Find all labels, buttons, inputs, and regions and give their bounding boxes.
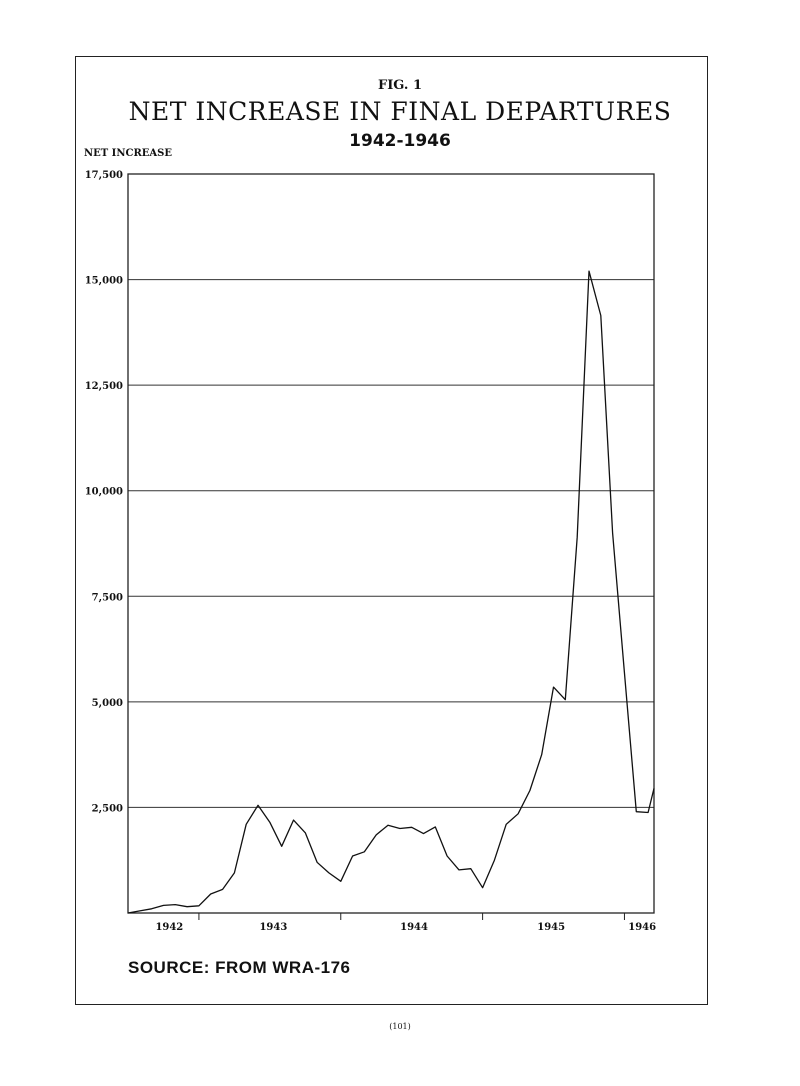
y-axis-label: NET INCREASE (84, 148, 172, 159)
chart-subtitle: 1942-1946 (349, 131, 451, 151)
x-tick-labels (155, 913, 656, 933)
chart-title: NET INCREASE IN FINAL DEPARTURES (128, 97, 672, 126)
series-line-0 (128, 271, 654, 913)
x-tick-label: 1943 (259, 922, 288, 933)
page-number: (101) (389, 1022, 411, 1031)
x-tick-label: 1942 (155, 922, 184, 933)
y-tick-label: 12,500 (84, 381, 123, 393)
y-tick-label: 7,500 (91, 592, 123, 604)
plot-border (128, 174, 654, 913)
grid-lines (128, 280, 654, 808)
y-tick-labels (85, 170, 123, 814)
y-tick-label: 10,000 (84, 486, 123, 498)
x-tick-label: 1945 (537, 922, 566, 933)
y-tick-label: 17,500 (84, 170, 123, 181)
series-layer (128, 271, 654, 913)
x-tick-label: 1946 (628, 922, 657, 933)
figure-label: FIG. 1 (377, 78, 423, 93)
y-tick-label: 2,500 (91, 803, 123, 815)
source-note: SOURCE: FROM WRA-176 (128, 958, 351, 977)
x-tick-label: 1944 (400, 922, 428, 933)
y-tick-label: 15,000 (84, 275, 123, 287)
y-tick-label: 5,000 (91, 697, 123, 709)
